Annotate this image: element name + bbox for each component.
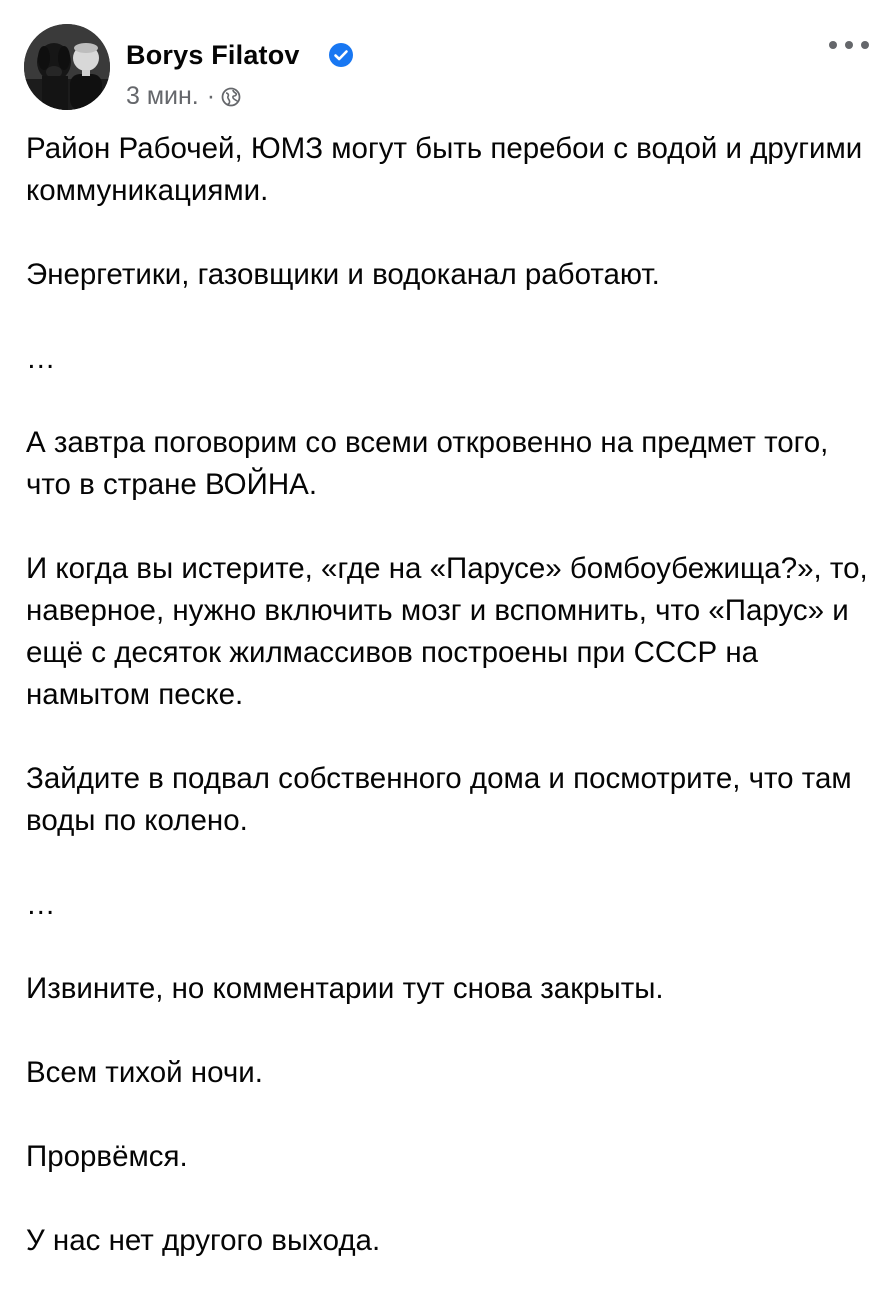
author-avatar[interactable] — [24, 24, 110, 110]
globe-icon[interactable] — [221, 87, 241, 107]
more-dot — [845, 41, 853, 49]
more-dot — [861, 41, 869, 49]
avatar-photo — [24, 24, 110, 110]
post-paragraph: И когда вы истерите, «где на «Парусе» бомбоубежища?», то, наверное, нужно включить мозг и вспомнить, что «Парус» и ещё с десяток жилмассивов построены при СССР на намытом песке. — [26, 552, 868, 711]
verified-badge-icon — [328, 42, 354, 68]
post-text — [26, 128, 871, 1304]
post-header — [24, 24, 869, 112]
meta-separator: · — [206, 82, 216, 110]
post-timestamp[interactable]: 3 мин. — [126, 82, 199, 110]
post-paragraph: Всем тихой ночи. — [26, 1056, 263, 1089]
post-paragraph: Район Рабочей, ЮМЗ могут быть перебои с водой и другими коммуникациями. — [26, 132, 863, 207]
more-options-button[interactable] — [829, 30, 869, 60]
post-paragraph: … — [26, 888, 56, 921]
post-paragraph: … — [26, 342, 56, 375]
post-paragraph: Энергетики, газовщики и водоканал работают. — [26, 258, 660, 291]
post-paragraph: У нас нет другого выхода. — [26, 1224, 381, 1257]
author-name[interactable]: Borys Filatov — [126, 40, 300, 70]
post-meta — [126, 82, 241, 111]
post-paragraph: А завтра поговорим со всеми откровенно на предмет того, что в стране ВОЙНА. — [26, 426, 829, 501]
more-dot — [829, 41, 837, 49]
post-paragraph: Зайдите в подвал собственного дома и посмотрите, что там воды по колено. — [26, 762, 852, 837]
post-paragraph: Прорвёмся. — [26, 1140, 188, 1173]
post-paragraph: Извините, но комментарии тут снова закрыты. — [26, 972, 664, 1005]
